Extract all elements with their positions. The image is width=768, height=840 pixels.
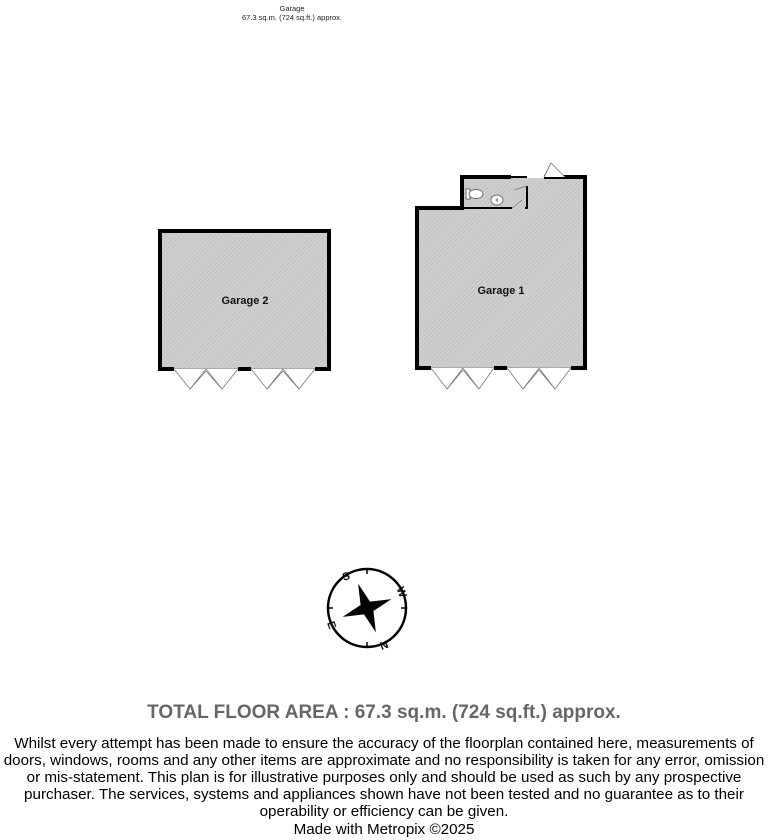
garage-1-door-right (507, 368, 571, 389)
garage-2-door-right (251, 369, 315, 389)
garage-1-room (415, 163, 587, 389)
garage-1-label: Garage 1 (477, 285, 525, 297)
compass (324, 568, 409, 653)
compass-north: N (378, 638, 391, 653)
total-floor-area: TOTAL FLOOR AREA : 67.3 sq.m. (724 sq.ft.) approx. (147, 702, 621, 723)
plan-area: 67.3 sq.m. (724 sq.ft.) approx. (241, 13, 343, 22)
compass-south: S (340, 570, 352, 584)
compass-star-icon (334, 575, 401, 642)
disclaimer-text: Whilst every attempt has been made to ensure the accuracy of the floorplan contained here, measurements of doors, windows, rooms and any other items are approximate and no responsibility is taken for any error, omission or mis-statement. This plan is for illustrative purposes only and should be used as such by any prospective purchaser. The services, systems and appliances shown have not been tested and no guarantee as to their operability or efficiency can be given. (3, 735, 765, 820)
plan-title: Garage (279, 4, 305, 13)
garage-2-door-left (174, 369, 238, 389)
metropix-credit: Made with Metropix ©2025 (293, 821, 475, 838)
garage-2-room (158, 231, 331, 389)
garage-1-door-left (431, 368, 494, 389)
garage-1-rear-door (544, 163, 565, 177)
basin-icon (491, 195, 503, 205)
toilet-icon (466, 189, 483, 199)
compass-west: W (393, 585, 409, 600)
compass-east: E (324, 619, 338, 631)
garage-2-label: Garage 2 (221, 295, 269, 307)
